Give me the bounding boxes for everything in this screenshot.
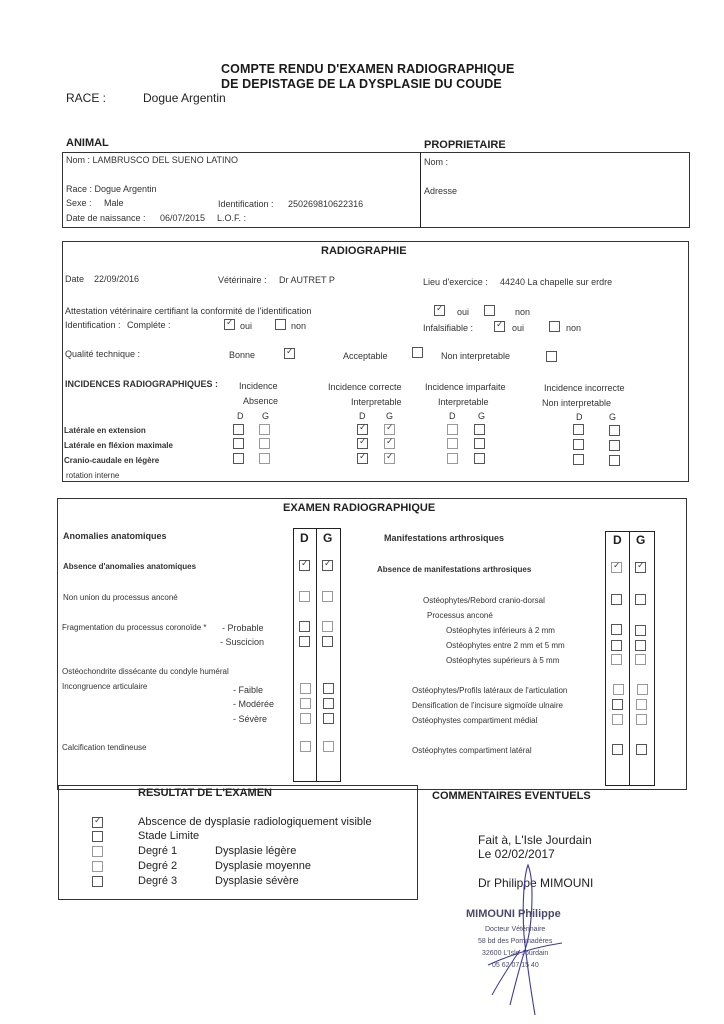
incidence-row-label: Cranio-caudale en légère — [64, 456, 160, 465]
lieu-label: Lieu d'exercice : — [423, 277, 488, 287]
manifestations-row-label: Ostéophytes/Rebord cranio-dorsal — [423, 596, 545, 605]
incidence-r3-col3-d-checkbox[interactable] — [447, 453, 458, 464]
incidence-r3-col3-g-checkbox[interactable] — [474, 453, 485, 464]
incidence-col3-g: G — [478, 411, 486, 421]
manifestations-r3-g-checkbox[interactable] — [635, 625, 646, 636]
anomalies-r2-g-checkbox[interactable] — [322, 621, 333, 632]
anomalies-row-sub: - Suscicion — [220, 637, 265, 647]
proprietaire-section-label: PROPRIETAIRE — [424, 139, 506, 151]
animal-naissance-label: Date de naissance : — [66, 213, 146, 223]
incidence-r2-col1-g-checkbox[interactable] — [259, 438, 270, 449]
manifestations-dg-divider — [629, 531, 630, 786]
resultat-option-label: Abscence de dysplasie radiologiquement visible — [138, 816, 372, 828]
incidence-r3-col4-d-checkbox[interactable] — [573, 454, 584, 465]
commentaires-section-label: COMMENTAIRES EVENTUELS — [432, 790, 591, 802]
manifestations-g-header: G — [636, 533, 646, 547]
incidence-col3-line1: Incidence imparfaite — [425, 382, 506, 392]
incidence-col1-line1: Incidence — [239, 381, 278, 391]
incidence-r1-col1-d-checkbox[interactable] — [233, 424, 244, 435]
anomalies-row-sub: - Sévère — [233, 714, 268, 724]
manifestations-row-label: Ostéophytes supérieurs à 5 mm — [446, 656, 560, 665]
incidence-r2-col3-d-checkbox[interactable] — [447, 438, 458, 449]
manifestations-row-label: Ostéophystes compartiment médial — [412, 716, 538, 725]
qualite-option-acceptable: Acceptable — [343, 351, 388, 361]
manifestations-row-label: Ostéophytes compartiment latéral — [412, 746, 532, 755]
incidence-col4-line1: Incidence incorrecte — [544, 383, 625, 393]
incidence-row-label: Latérale en fléxion maximale — [64, 441, 173, 450]
complete-oui-checkbox[interactable] — [224, 319, 235, 330]
manifestations-r0-d-checkbox[interactable] — [611, 562, 622, 573]
infalsifiable-non-checkbox[interactable] — [549, 321, 560, 332]
race-header-value: Dogue Argentin — [143, 91, 226, 105]
manifestations-r6-d-checkbox[interactable] — [613, 684, 624, 695]
resultat-option-2-checkbox[interactable] — [92, 846, 103, 857]
incidence-r1-col2-g-checkbox[interactable] — [384, 424, 395, 435]
incidence-r3-col2-d-checkbox[interactable] — [357, 453, 368, 464]
incidence-col1-d: D — [237, 411, 244, 421]
incidence-col3-d: D — [449, 411, 456, 421]
animal-naissance-value: 06/07/2015 — [160, 213, 206, 223]
manifestations-d-header: D — [613, 533, 622, 547]
manifestations-row-label: Ostéophytes/Profils latéraux de l'articulation — [412, 686, 568, 695]
document-title-line1: COMPTE RENDU D'EXAMEN RADIOGRAPHIQUE — [221, 62, 515, 76]
animal-identification-value: 250269810622316 — [288, 199, 364, 209]
anomalies-r2-d-checkbox[interactable] — [299, 621, 310, 632]
manifestations-r4-g-checkbox[interactable] — [635, 640, 646, 651]
anomalies-r6-g-checkbox[interactable] — [323, 698, 334, 709]
anomalies-d-header: D — [300, 531, 309, 545]
incidence-r2-col3-g-checkbox[interactable] — [474, 438, 485, 449]
resultat-option-desc: Dysplasie sévère — [215, 875, 299, 887]
manifestations-row-label: Ostéophytes inférieurs à 2 mm — [446, 626, 555, 635]
manifestations-r0-g-checkbox[interactable] — [635, 562, 646, 573]
stamp-line2: 58 bd des Pommadères — [478, 938, 553, 945]
incidence-col2-g: G — [386, 411, 394, 421]
complete-label: Compléte : — [127, 320, 171, 330]
identification-label: Identification : — [65, 320, 121, 330]
anomalies-row-label: Calcification tendineuse — [62, 743, 147, 752]
resultat-option-label: Degré 2 — [138, 860, 178, 872]
incidence-r2-col4-g-checkbox[interactable] — [609, 440, 620, 451]
incidence-r3-col1-d-checkbox[interactable] — [233, 453, 244, 464]
race-header-label: RACE : — [66, 91, 107, 105]
incidence-r2-col2-d-checkbox[interactable] — [357, 438, 368, 449]
incidence-r3-col2-g-checkbox[interactable] — [384, 453, 395, 464]
resultat-option-label: Degré 3 — [138, 875, 178, 887]
signature-date: Le 02/02/2017 — [478, 847, 555, 861]
manifestations-r1-g-checkbox[interactable] — [635, 594, 646, 605]
manifestations-row-label: Processus anconé — [427, 611, 493, 620]
manifestations-r8-g-checkbox[interactable] — [636, 714, 647, 725]
manifestations-r8-d-checkbox[interactable] — [612, 714, 623, 725]
handwritten-signature-icon — [480, 855, 580, 1020]
anomalies-row-label: Non union du processus anconé — [63, 593, 178, 602]
manifestations-r4-d-checkbox[interactable] — [611, 640, 622, 651]
complete-non-checkbox[interactable] — [275, 319, 286, 330]
infalsifiable-oui-checkbox[interactable] — [494, 321, 505, 332]
veterinaire-label: Vétérinaire : — [218, 275, 267, 285]
anomalies-r8-d-checkbox[interactable] — [300, 741, 311, 752]
stamp-line1: Docteur Vétérinaire — [485, 926, 546, 933]
attestation-non-checkbox[interactable] — [484, 305, 495, 316]
qualite-option-bonne: Bonne — [229, 350, 256, 360]
anomalies-dg-divider — [316, 528, 317, 782]
animal-nom: Nom : LAMBRUSCO DEL SUENO LATINO — [66, 155, 239, 165]
anomalies-row-label: Absence d'anomalies anatomiques — [63, 562, 197, 571]
incidence-r1-col4-g-checkbox[interactable] — [609, 425, 620, 436]
incidence-r1-col3-d-checkbox[interactable] — [447, 424, 458, 435]
anomalies-g-header: G — [323, 531, 333, 545]
manifestations-r1-d-checkbox[interactable] — [611, 594, 622, 605]
qualite-non-interpretable-checkbox[interactable] — [546, 351, 557, 362]
incidence-r1-col4-d-checkbox[interactable] — [573, 424, 584, 435]
incidence-col1-line2: Absence — [243, 396, 279, 406]
veterinaire-value: Dr AUTRET P — [279, 275, 335, 285]
incidence-r1-col1-g-checkbox[interactable] — [259, 424, 270, 435]
animal-race: Race : Dogue Argentin — [66, 184, 157, 194]
infalsifiable-non-label: non — [566, 323, 582, 333]
stamp-name: MIMOUNI Philippe — [466, 908, 561, 920]
qualite-label: Qualité technique : — [65, 349, 141, 359]
stamp-line4: 05 62 07 15 40 — [492, 962, 539, 969]
manifestations-row-label: Absence de manifestations arthrosiques — [377, 565, 532, 574]
examen-section-label: EXAMEN RADIOGRAPHIQUE — [283, 502, 436, 514]
incidence-col4-g: G — [609, 412, 617, 422]
resultat-option-label: Stade Limite — [138, 830, 200, 842]
incidence-col3-line2: Interpretable — [438, 397, 489, 407]
incidence-col4-line2: Non interpretable — [542, 398, 612, 408]
anomalies-r7-g-checkbox[interactable] — [323, 713, 334, 724]
incidence-r3-col4-g-checkbox[interactable] — [609, 455, 620, 466]
qualite-option-non-interpretable: Non interpretable — [441, 351, 511, 361]
lieu-value: 44240 La chapelle sur erdre — [500, 277, 613, 287]
anomalies-r1-d-checkbox[interactable] — [299, 591, 310, 602]
manifestations-r6-g-checkbox[interactable] — [637, 684, 648, 695]
date-label: Date — [65, 274, 85, 284]
incidence-col4-d: D — [576, 412, 583, 422]
anomalies-r8-g-checkbox[interactable] — [323, 741, 334, 752]
anomalies-title: Anomalies anatomiques — [63, 531, 167, 541]
incidence-col2-line1: Incidence correcte — [328, 382, 402, 392]
incidence-r2-col2-g-checkbox[interactable] — [384, 438, 395, 449]
manifestations-title: Manifestations arthrosiques — [384, 533, 505, 543]
resultat-option-0-checkbox[interactable] — [92, 817, 103, 828]
resultat-option-desc: Dysplasie moyenne — [215, 860, 311, 872]
anomalies-row-label: Incongruence articulaire — [62, 682, 148, 691]
anomalies-r0-g-checkbox[interactable] — [322, 560, 333, 571]
signataire-name: Dr Philippe MIMOUNI — [478, 876, 594, 890]
resultat-option-desc: Dysplasie légère — [215, 845, 297, 857]
resultat-option-4-checkbox[interactable] — [92, 876, 103, 887]
attestation-label: Attestation vétérinaire certifiant la conformité de l'identification — [65, 306, 312, 316]
attestation-oui-checkbox[interactable] — [434, 305, 445, 316]
incidence-row-label: Latérale en extension — [64, 426, 146, 435]
anomalies-r3-g-checkbox[interactable] — [322, 636, 333, 647]
incidence-col1-g: G — [262, 411, 270, 421]
anomalies-r7-d-checkbox[interactable] — [300, 713, 311, 724]
complete-oui-label: oui — [240, 321, 253, 331]
animal-identification-label: Identification : — [218, 199, 274, 209]
incidence-r1-col2-d-checkbox[interactable] — [357, 424, 368, 435]
incidence-r1-col3-g-checkbox[interactable] — [474, 424, 485, 435]
incidence-col2-line2: Interpretable — [351, 397, 402, 407]
incidence-r2-col1-d-checkbox[interactable] — [233, 438, 244, 449]
manifestations-r5-d-checkbox[interactable] — [611, 654, 622, 665]
anomalies-row-label: Ostéochondrite dissécante du condyle huméral — [62, 667, 229, 676]
manifestations-r3-d-checkbox[interactable] — [611, 624, 622, 635]
infalsifiable-label: Infalsifiable : — [423, 323, 474, 333]
anomalies-row-label: Fragmentation du processus coronoïde * — [62, 623, 207, 632]
animal-sexe-value: Male — [104, 198, 124, 208]
qualite-bonne-checkbox[interactable] — [284, 348, 295, 359]
proprietaire-adresse-label: Adresse — [424, 186, 458, 196]
anomalies-r6-d-checkbox[interactable] — [300, 698, 311, 709]
incidence-r2-col4-d-checkbox[interactable] — [573, 439, 584, 450]
incidences-label: INCIDENCES RADIOGRAPHIQUES : — [65, 379, 219, 389]
resultat-option-1-checkbox[interactable] — [92, 831, 103, 842]
manifestations-r7-g-checkbox[interactable] — [636, 699, 647, 710]
animal-sexe-label: Sexe : — [66, 198, 92, 208]
anomalies-r3-d-checkbox[interactable] — [299, 636, 310, 647]
resultat-section-label: RESULTAT DE L'EXAMEN — [138, 787, 273, 799]
examen-box — [57, 498, 687, 790]
animal-section-label: ANIMAL — [66, 137, 109, 149]
resultat-option-label: Degré 1 — [138, 845, 178, 857]
manifestations-row-label: Densification de l'incisure sigmoïde ulnaire — [412, 701, 563, 710]
anomalies-r5-g-checkbox[interactable] — [323, 683, 334, 694]
qualite-acceptable-checkbox[interactable] — [412, 347, 423, 358]
complete-non-label: non — [291, 321, 307, 331]
manifestations-r7-d-checkbox[interactable] — [612, 699, 623, 710]
manifestations-row-label: Ostéophytes entre 2 mm et 5 mm — [446, 641, 565, 650]
anomalies-r0-d-checkbox[interactable] — [299, 560, 310, 571]
manifestations-r9-g-checkbox[interactable] — [636, 744, 647, 755]
anomalies-row-sub: - Modérée — [233, 699, 275, 709]
incidence-col2-d: D — [359, 411, 366, 421]
stamp-line3: 32600 L'Isle Jourdain — [482, 950, 549, 957]
incidence-row-continuation: rotation interne — [66, 471, 120, 480]
date-value: 22/09/2016 — [94, 274, 140, 284]
document-title-line2: DE DEPISTAGE DE LA DYSPLASIE DU COUDE — [221, 77, 502, 91]
attestation-non-label: non — [515, 307, 531, 317]
anomalies-r5-d-checkbox[interactable] — [300, 683, 311, 694]
animal-lof-label: L.O.F. : — [217, 213, 247, 223]
infalsifiable-oui-label: oui — [512, 323, 525, 333]
attestation-oui-label: oui — [457, 307, 470, 317]
manifestations-r5-g-checkbox[interactable] — [635, 654, 646, 665]
anomalies-row-sub: - Faible — [233, 685, 264, 695]
anomalies-row-sub: - Probable — [222, 623, 264, 633]
animal-owner-divider — [420, 152, 421, 228]
radiographie-section-label: RADIOGRAPHIE — [321, 245, 407, 257]
anomalies-r1-g-checkbox[interactable] — [322, 591, 333, 602]
manifestations-r9-d-checkbox[interactable] — [612, 744, 623, 755]
fait-a: Fait à, L'Isle Jourdain — [478, 833, 592, 847]
resultat-option-3-checkbox[interactable] — [92, 861, 103, 872]
incidence-r3-col1-g-checkbox[interactable] — [259, 453, 270, 464]
proprietaire-nom-label: Nom : — [424, 157, 449, 167]
